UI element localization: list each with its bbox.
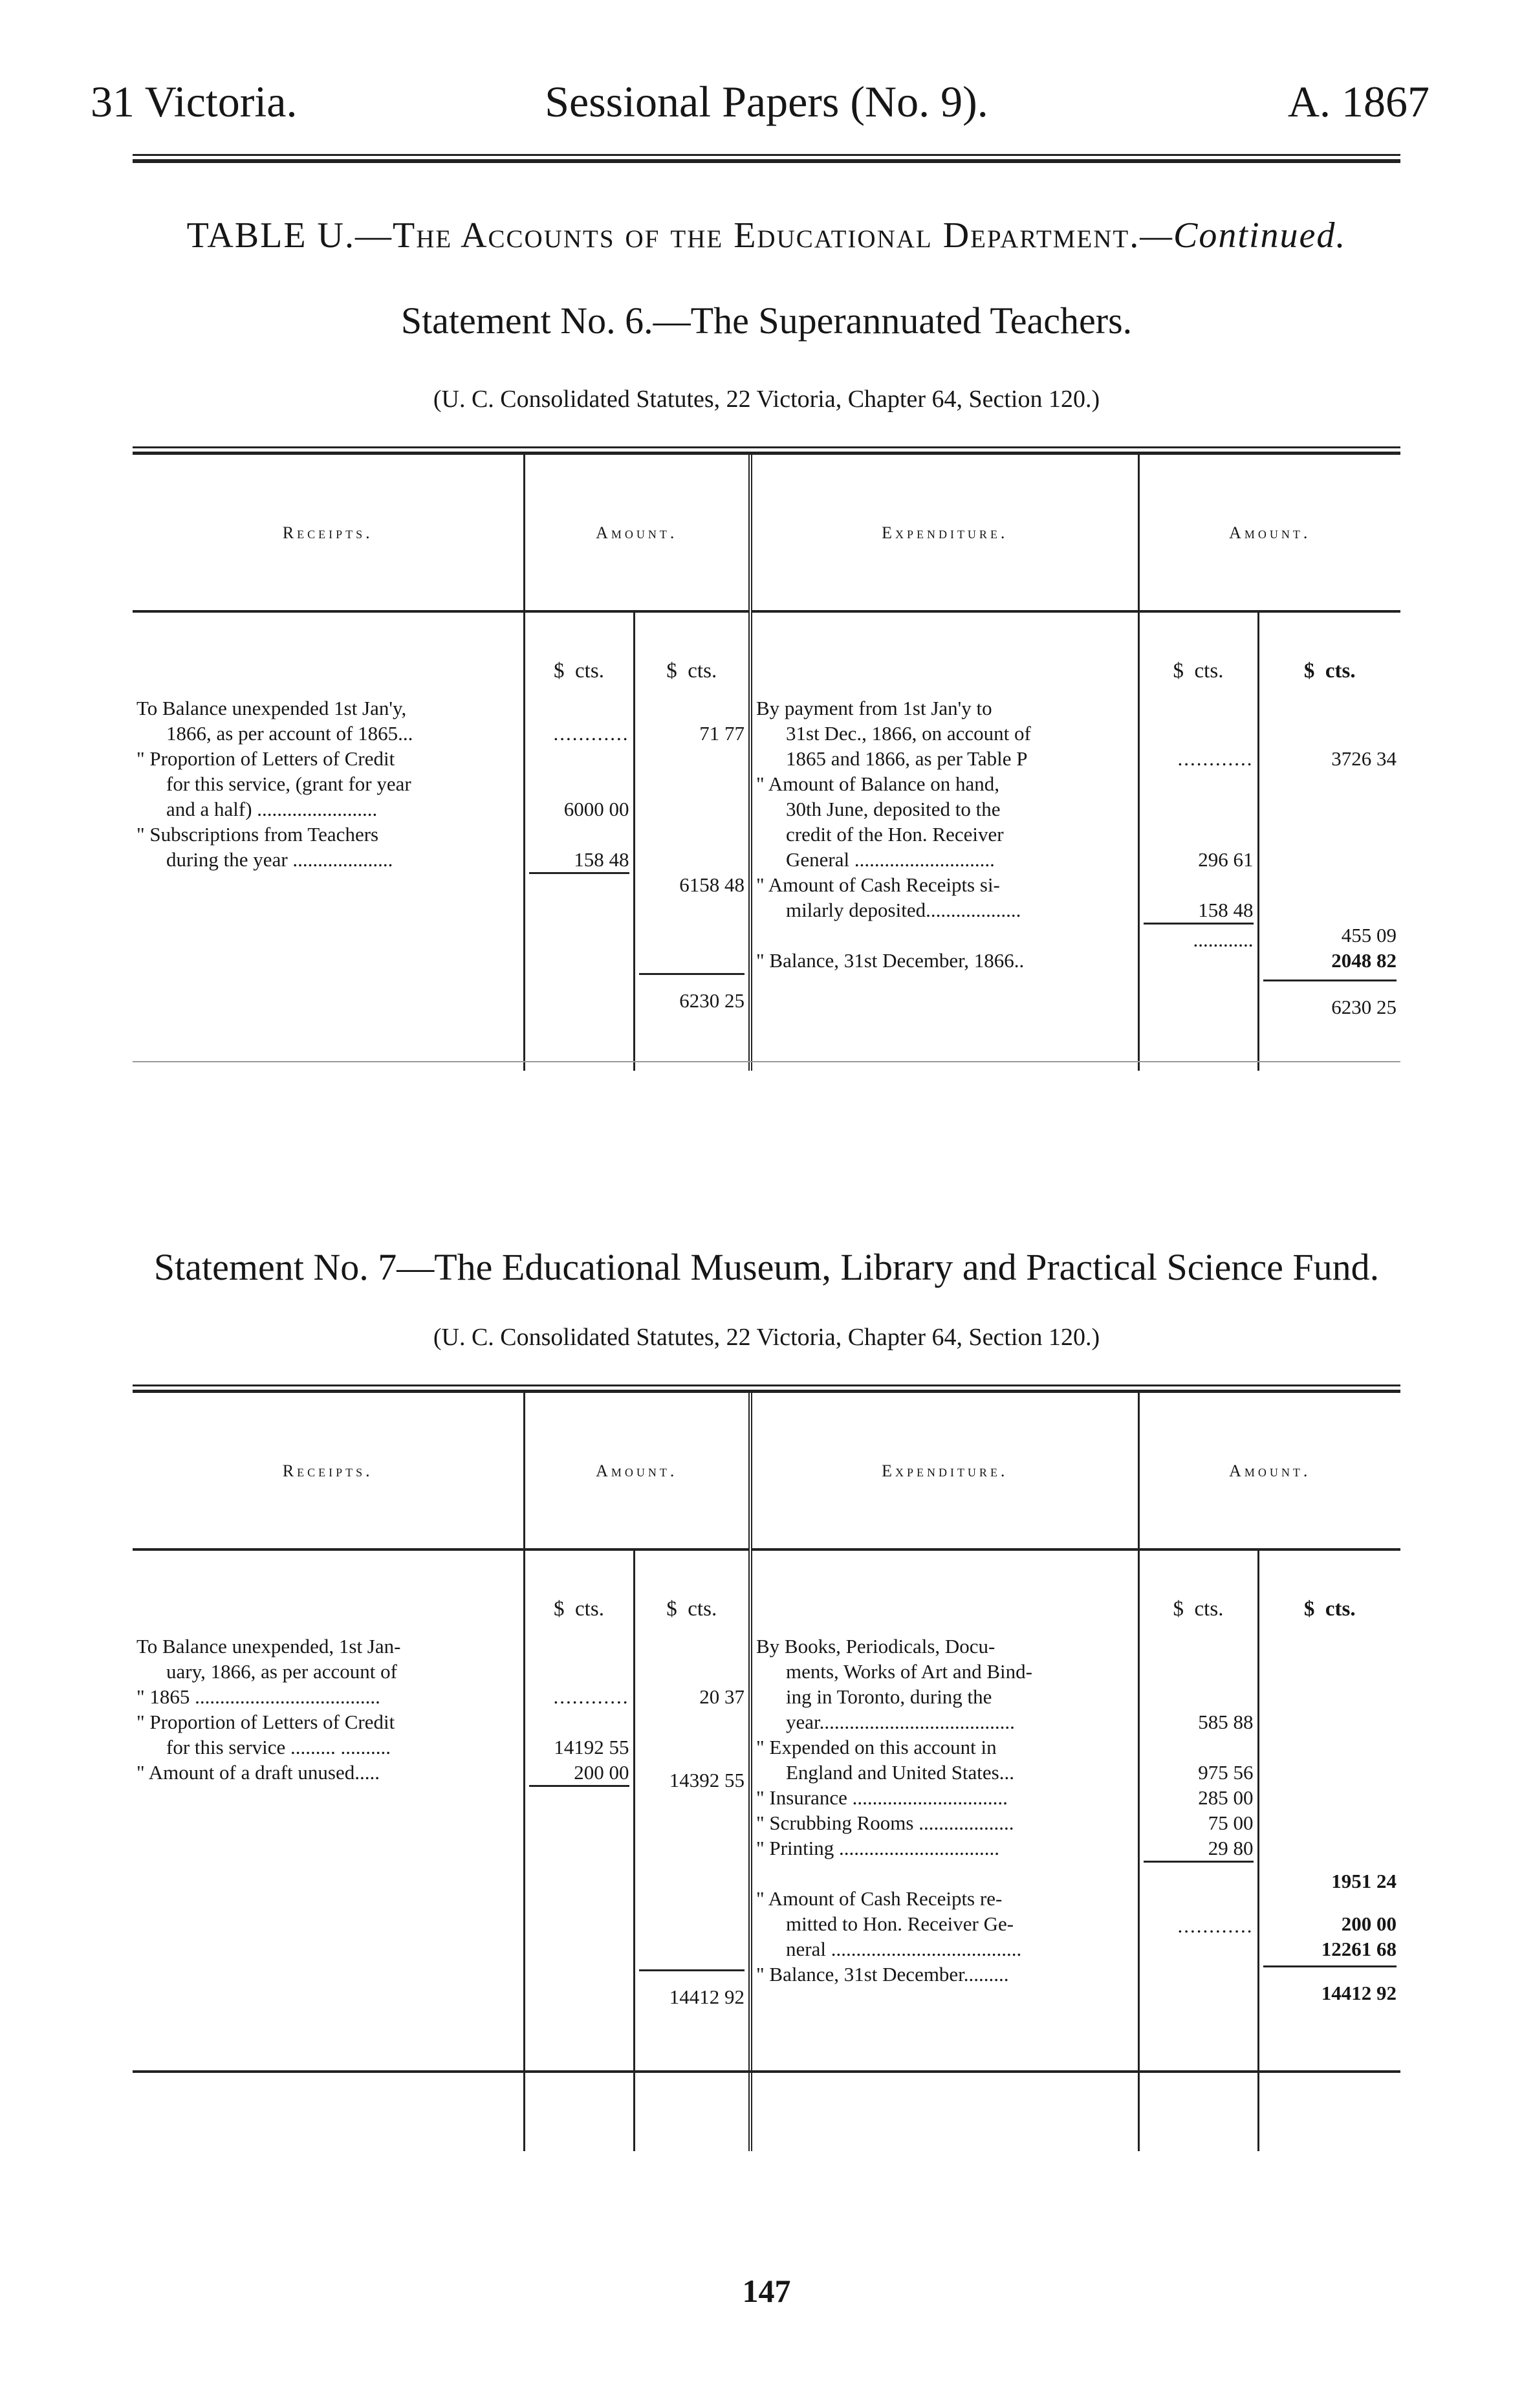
table-title-continued: —Continued. [1140, 215, 1347, 256]
amount: 975 56 [1198, 1761, 1254, 1784]
receipt-line: " Subscriptions from Teachers [136, 823, 379, 846]
amount: 2048 82 [1331, 949, 1397, 972]
expenditure-line: credit of the Hon. Receiver [786, 823, 1004, 846]
table-title [0, 215, 1533, 256]
receipt-line: " Proportion of Letters of Credit [136, 1711, 395, 1733]
amount: ............ [1177, 1914, 1254, 1937]
expenditure-line: 31st Dec., 1866, on account of [786, 722, 1031, 745]
receipts-total: 14412 92 [669, 1986, 745, 2008]
col-amount-2: Amount. [1138, 455, 1400, 611]
expenditure-line: " Expended on this account in [756, 1736, 997, 1758]
statement6-title: Statement No. 6.—The Superannuated Teachers. [400, 300, 1133, 342]
col-amount: Amount. [524, 455, 750, 611]
col-receipts: Receipts. [133, 1393, 524, 1549]
receipt-line: during the year .................... [166, 848, 393, 871]
table-title-main: TABLE U.—The Accounts of the Educational Department. [186, 215, 1140, 256]
expenditure-line: neral ...................................... [786, 1938, 1022, 1960]
expenditure-line: year....................................... [786, 1711, 1015, 1733]
statement6-rule-top [133, 446, 1400, 448]
unit-label: $ cts. [524, 611, 634, 695]
expenditure-line: England and United States... [786, 1761, 1014, 1784]
unit-label: $ cts. [634, 1549, 750, 1634]
statement7-table [133, 1393, 1400, 2151]
expenditure-line: " Balance, 31st December, 1866.. [756, 949, 1025, 972]
amount: 455 09 [1341, 924, 1397, 947]
expenditure-column [750, 1634, 1138, 2151]
receipt-line: for this service ......... .......... [166, 1736, 391, 1758]
col-expenditure: Expenditure. [750, 1393, 1138, 1549]
amount: 75 00 [1208, 1811, 1254, 1834]
expenditure-line: " Printing ................................ [756, 1837, 1000, 1859]
amount: 200 00 [574, 1761, 629, 1784]
expenditure-amount-outer [1258, 1634, 1400, 2151]
amount: 14392 55 [669, 1769, 745, 1791]
receipts-amount-outer [634, 695, 750, 1071]
amount: 20 37 [699, 1685, 745, 1708]
amount: 1951 24 [1331, 1870, 1397, 1892]
expenditure-line: " Amount of Cash Receipts re- [756, 1887, 1003, 1910]
expenditure-line: " Insurance ............................... [756, 1786, 1008, 1809]
col-expenditure: Expenditure. [750, 455, 1138, 611]
header-rule-bottom [133, 159, 1400, 163]
col-amount: Amount. [524, 1393, 750, 1549]
expenditure-line: 30th June, deposited to the [786, 798, 1001, 820]
amount: 296 61 [1198, 848, 1254, 871]
receipt-line: uary, 1866, as per account of [166, 1660, 397, 1683]
expenditure-line: General ............................ [786, 848, 995, 871]
amount: 200 00 [1341, 1912, 1397, 1935]
page-number: 147 [742, 2273, 791, 2309]
receipts-amount-inner: ............ 6000 00 158 48 [524, 695, 634, 1071]
statement7-title: Statement No. 7—The Educational Museum, Library and Practical Science Fund. [153, 1246, 1380, 1288]
amount: 71 77 [699, 722, 745, 745]
statement6-table [133, 455, 1400, 1071]
amount: 14192 55 [554, 1736, 629, 1758]
amount: 12261 68 [1321, 1938, 1397, 1960]
expenditures-total: 14412 92 [1321, 1982, 1397, 2004]
unit-label: $ cts. [634, 611, 750, 695]
amount: 585 88 [1198, 1711, 1254, 1733]
receipt-line: " Amount of a draft unused..... [136, 1761, 380, 1784]
expenditure-line: By payment from 1st Jan'y to [756, 697, 992, 719]
expenditure-amount-inner: ............ 296 61 158 48 ............ [1138, 695, 1258, 1071]
receipt-line: " Proportion of Letters of Credit [136, 747, 395, 770]
receipt-line: To Balance unexpended 1st Jan'y, [136, 697, 407, 719]
expenditure-line: " Amount of Balance on hand, [756, 772, 999, 795]
amount: ............ [1193, 928, 1254, 951]
amount: 158 48 [1198, 899, 1254, 921]
expenditure-line: ing in Toronto, during the [786, 1685, 992, 1708]
statement6-rule-bottom [133, 1061, 1400, 1062]
header-rule-top [133, 154, 1400, 156]
expenditure-line: ments, Works of Art and Bind- [786, 1660, 1032, 1683]
col-receipts: Receipts. [133, 455, 524, 611]
expenditure-amount-outer [1258, 695, 1400, 1071]
statement6-citation: (U. C. Consolidated Statutes, 22 Victoria, Chapter 64, Section 120.) [433, 386, 1100, 413]
statement7-rule-top [133, 1385, 1400, 1386]
expenditures-total: 6230 25 [1331, 996, 1397, 1018]
expenditure-line: 1865 and 1866, as per Table P [786, 747, 1028, 770]
expenditure-line: " Scrubbing Rooms ................... [756, 1811, 1014, 1834]
expenditure-line: " Amount of Cash Receipts si- [756, 873, 1000, 896]
amount: ............ [553, 1685, 629, 1708]
amount: 6000 00 [563, 798, 629, 820]
receipts-amount-outer [634, 1634, 750, 2151]
statement7-citation: (U. C. Consolidated Statutes, 22 Victoria, Chapter 64, Section 120.) [433, 1324, 1100, 1351]
expenditure-amount-inner [1138, 1634, 1258, 2151]
expenditure-line: By Books, Periodicals, Docu- [756, 1635, 995, 1658]
receipts-column [133, 1634, 524, 2151]
amount: 29 80 [1208, 1837, 1254, 1859]
receipt-line: To Balance unexpended, 1st Jan- [136, 1635, 401, 1658]
receipt-line: and a half) ........................ [166, 798, 378, 820]
expenditure-line: mitted to Hon. Receiver Ge- [786, 1912, 1014, 1935]
receipts-column [133, 695, 524, 1071]
amount: 285 00 [1198, 1786, 1254, 1809]
amount: 158 48 [574, 848, 629, 871]
expenditure-line: " Balance, 31st December......... [756, 1963, 1009, 1986]
receipts-amount-inner [524, 1634, 634, 2151]
expenditure-line: milarly deposited................... [786, 899, 1021, 921]
header-center: Sessional Papers (No. 9). [545, 77, 988, 126]
statement7-rule-bottom [133, 2070, 1400, 2073]
unit-label: $ cts. [1138, 1549, 1258, 1634]
unit-label: $ cts. [1303, 1597, 1356, 1621]
receipt-line: 1866, as per account of 1865... [166, 722, 413, 745]
expenditure-column [750, 695, 1138, 1071]
col-amount-2: Amount. [1138, 1393, 1400, 1549]
receipt-line: " 1865 ..................................... [136, 1685, 380, 1708]
amount: 6158 48 [679, 873, 745, 896]
header-right: A. 1867 [1287, 77, 1430, 126]
unit-label: $ cts. [1303, 659, 1356, 683]
receipts-total: 6230 25 [679, 989, 745, 1012]
unit-label: $ cts. [1138, 611, 1258, 695]
header-left: 31 Victoria. [91, 77, 298, 126]
unit-label: $ cts. [524, 1549, 634, 1634]
amount: 3726 34 [1331, 747, 1397, 770]
receipt-line: for this service, (grant for year [166, 772, 411, 795]
